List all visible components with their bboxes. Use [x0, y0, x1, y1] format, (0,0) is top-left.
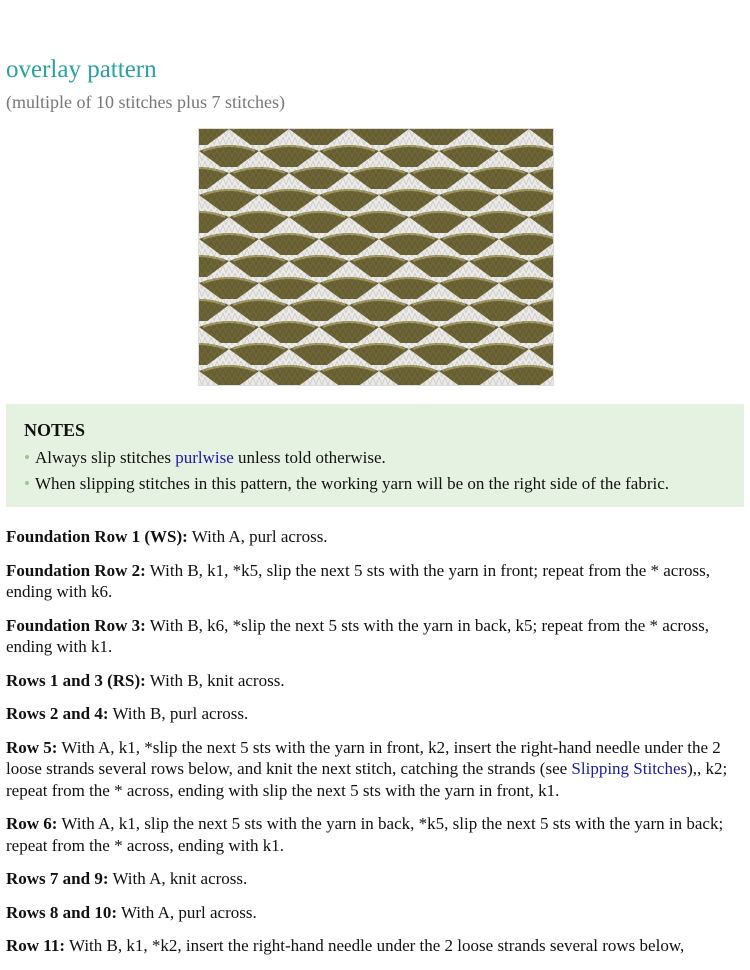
row-text: With B, k1, *k5, slip the next 5 sts with the yarn in front; repeat from the * across, ending with k6.	[6, 560, 710, 601]
note-text: When slipping stitches in this pattern, the working yarn will be on the right side of the fabric.	[34, 474, 670, 493]
instruction-row	[6, 703, 734, 725]
row-label: Foundation Row 3:	[6, 615, 146, 635]
row-text: With B, k1, *k2, insert the right-hand needle under the 2 loose strands several rows below,	[65, 936, 685, 955]
swatch-image	[199, 129, 553, 385]
row-text: With A, purl across.	[187, 527, 328, 546]
row-label: Rows 1 and 3 (RS):	[6, 670, 146, 690]
purlwise-link[interactable]: purlwise	[175, 448, 234, 467]
row-text: With A, k1, slip the next 5 sts with the yarn in back, *k5, slip the next 5 sts with the yarn in back; repeat from the * across, ending with k1.	[6, 814, 724, 855]
row-label: Rows 2 and 4:	[6, 704, 109, 723]
instruction-row	[6, 935, 734, 957]
note-text: Always slip stitches	[34, 448, 176, 467]
instruction-row	[6, 737, 734, 802]
row-text: ),, k2; repeat from the * across, ending with slip the next 5 sts with the yarn in front, k1.	[6, 759, 728, 800]
row-label: Rows 8 and 10:	[6, 902, 117, 922]
instruction-row	[6, 615, 734, 658]
note-text: unless told otherwise.	[233, 448, 386, 467]
instruction-row	[6, 868, 734, 890]
instruction-row	[6, 526, 734, 548]
notes-box	[6, 404, 744, 507]
row-text: With B, purl across.	[108, 704, 249, 723]
row-text: With B, k6, *slip the next 5 sts with the yarn in back, k5; repeat from the * across, ending with k1.	[6, 615, 710, 656]
row-text: With B, knit across.	[145, 670, 285, 690]
bullet-icon: •	[24, 448, 30, 467]
instruction-row	[6, 813, 734, 856]
row-label: Row 6:	[6, 814, 58, 833]
pattern-instructions	[6, 526, 734, 969]
row-label: Row 11:	[6, 936, 66, 955]
instruction-row	[6, 560, 734, 603]
row-text: With A, k1, *slip the next 5 sts with the yarn in front, k2, insert the right-hand needle under the 2 loose strands several rows below, and knit the next stitch, catching the strands (see	[6, 737, 721, 778]
instruction-row	[6, 902, 734, 924]
row-label: Rows 7 and 9:	[6, 869, 109, 888]
page-title: overlay pattern	[6, 56, 157, 83]
instruction-row	[6, 670, 734, 692]
notes-heading: NOTES	[24, 420, 86, 440]
row-label: Row 5:	[6, 737, 58, 757]
row-label: Foundation Row 2:	[6, 560, 146, 580]
bullet-icon: •	[24, 474, 30, 493]
note-item	[24, 471, 726, 497]
note-item	[24, 445, 726, 471]
slipping-stitches-link[interactable]: Slipping Stitches	[571, 759, 688, 778]
row-text: With A, purl across.	[117, 902, 257, 922]
row-label: Foundation Row 1 (WS):	[6, 527, 188, 546]
knitted-swatch-photo	[198, 128, 554, 386]
stitch-multiple-subtitle: (multiple of 10 stitches plus 7 stitches)	[6, 92, 285, 112]
row-text: With A, knit across.	[108, 869, 248, 888]
